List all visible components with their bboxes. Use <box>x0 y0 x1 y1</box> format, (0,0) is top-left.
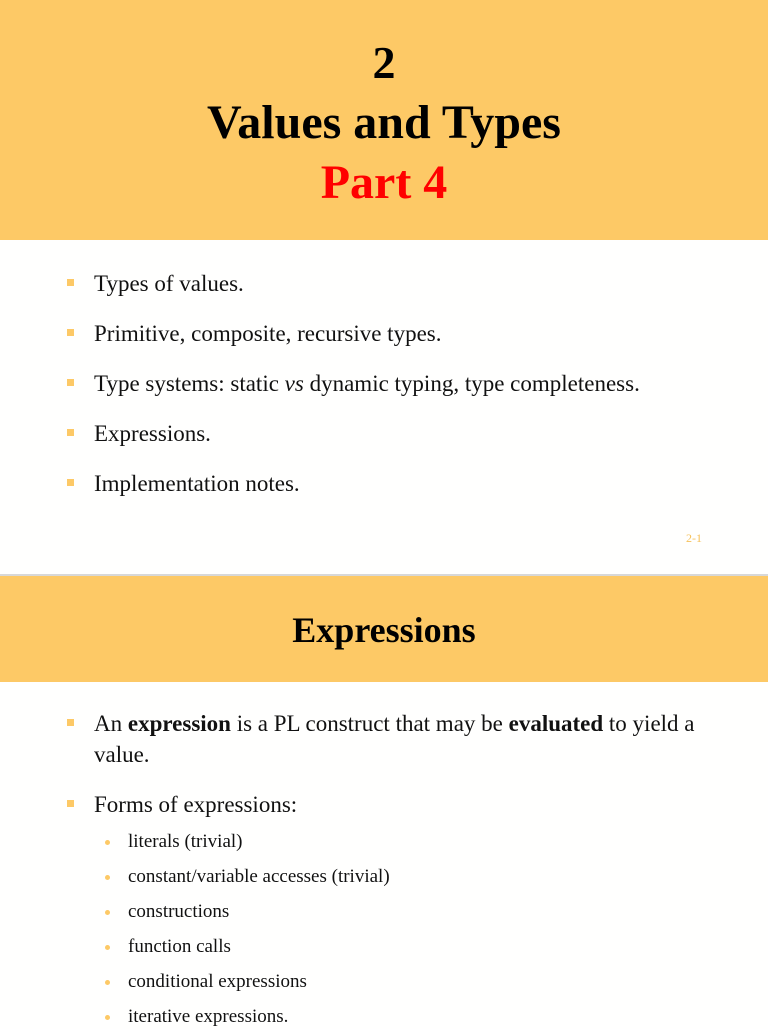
bullet-marker <box>67 800 74 807</box>
bullet-marker <box>67 329 74 336</box>
section-title: Expressions <box>292 610 476 650</box>
list-item: Type systems: static vs dynamic typing, type completeness. <box>94 368 640 399</box>
bullet-marker <box>67 479 74 486</box>
list-item: Implementation notes. <box>94 468 300 499</box>
sub-bullet-marker <box>105 980 110 985</box>
bullet-marker <box>67 429 74 436</box>
sub-list-item: constant/variable accesses (trivial) <box>128 865 390 889</box>
sub-bullet-marker <box>105 875 110 880</box>
bullet-marker <box>67 379 74 386</box>
slide-part-label: Part 4 <box>320 156 448 209</box>
list-item: An expression is a PL construct that may be evaluated to yield a value. <box>94 708 704 770</box>
slide-number: 2 <box>372 37 396 88</box>
list-item: Forms of expressions: <box>94 789 297 820</box>
sub-list-item: conditional expressions <box>128 970 307 994</box>
list-item: Primitive, composite, recursive types. <box>94 318 441 349</box>
sub-list-item: literals (trivial) <box>128 830 242 854</box>
sub-bullet-marker <box>105 840 110 845</box>
bullet-marker <box>67 279 74 286</box>
sub-bullet-marker <box>105 945 110 950</box>
sub-bullet-marker <box>105 910 110 915</box>
page-number: 2-1 <box>686 531 702 545</box>
bullet-marker <box>67 719 74 726</box>
list-item: Expressions. <box>94 418 211 449</box>
sub-list-item: function calls <box>128 935 231 959</box>
sub-bullet-marker <box>105 1015 110 1020</box>
sub-list-item: constructions <box>128 900 229 924</box>
list-item: Types of values. <box>94 268 244 299</box>
slide-title: Values and Types <box>207 96 561 149</box>
sub-list-item: iterative expressions. <box>128 1005 288 1029</box>
